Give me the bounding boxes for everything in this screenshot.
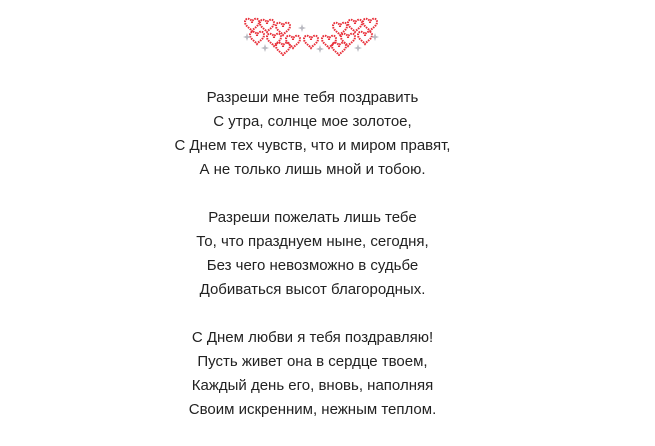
poem-line: Каждый день его, вновь, наполняя <box>191 377 434 394</box>
poem-line: То, что празднуем ныне, сегодня, <box>196 233 429 250</box>
poem-stanza <box>0 326 625 422</box>
poem-line: С утра, солнце мое золотое, <box>213 113 412 130</box>
poem-line: Разреши мне тебя поздравить <box>206 89 419 106</box>
poem-line: Своим искренним, нежным теплом. <box>188 401 437 418</box>
poem-line: Разреши пожелать лишь тебе <box>208 209 417 226</box>
poem-line: А не только лишь мной и тобою. <box>199 161 426 178</box>
poem <box>0 86 625 446</box>
poem-line: Без чего невозможно в судьбе <box>206 257 419 274</box>
hearts-garland-icon <box>243 16 379 56</box>
poem-line: Пусть живет она в сердце твоем, <box>197 353 428 370</box>
poem-line: С Днем любви я тебя поздравляю! <box>191 329 434 346</box>
poem-stanza <box>0 206 625 302</box>
poem-stanza <box>0 86 625 182</box>
poem-line: Добиваться высот благородных. <box>199 281 426 298</box>
poem-line: С Днем тех чувств, что и миром правят, <box>174 137 451 154</box>
